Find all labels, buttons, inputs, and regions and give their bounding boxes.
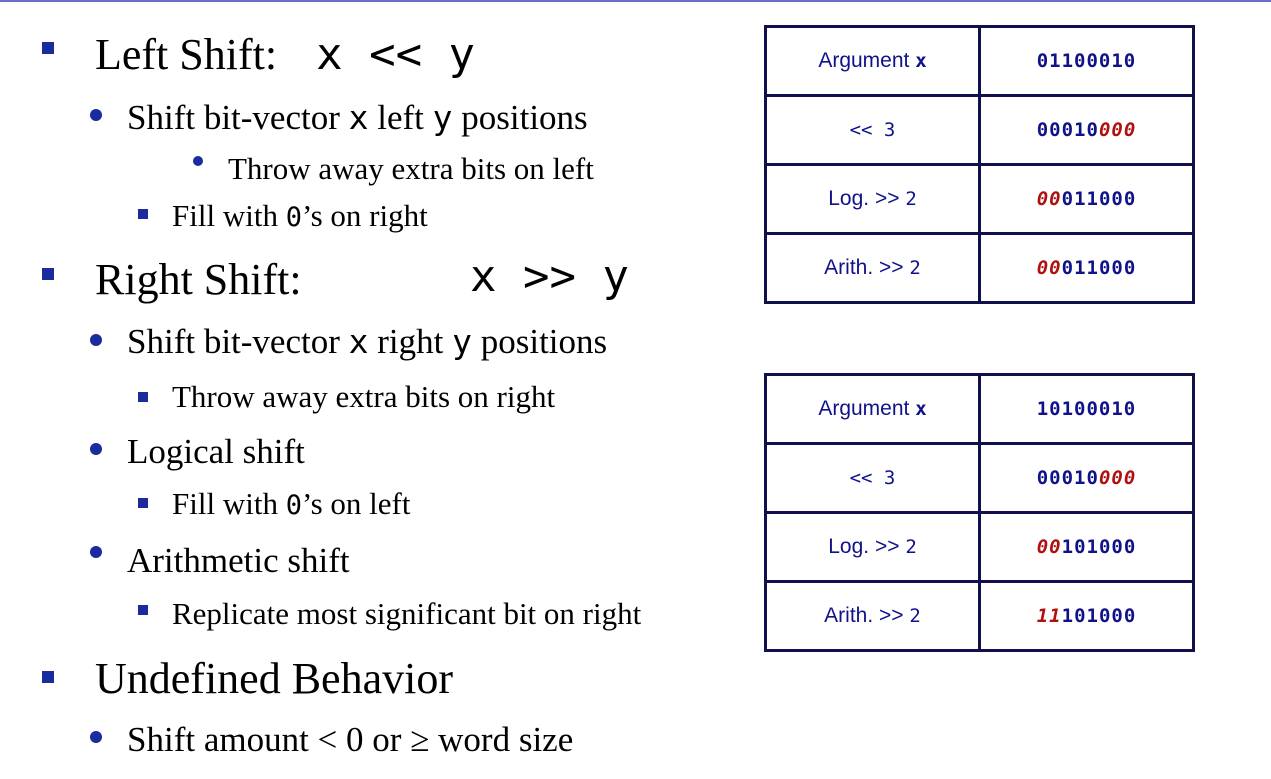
undefined-behavior-description: Shift amount < 0 or ≥ word size [127, 720, 574, 759]
desc-x: x [348, 98, 369, 137]
table-row [766, 96, 1194, 165]
undefined-behavior-label: Undefined Behavior [95, 654, 453, 703]
right-shift-label: Right Shift: [95, 255, 302, 304]
operation-operand: << 3 [849, 119, 896, 141]
bit-value-cell [980, 444, 1194, 513]
desc-text: left [368, 98, 433, 137]
right-shift-expression: x >> y [470, 251, 629, 302]
desc-y: y [452, 322, 472, 361]
bullet-square-icon [138, 605, 148, 615]
operation-label: Arith. >> [824, 256, 910, 279]
operation-operand: 2 [909, 605, 921, 627]
operation-operand: 2 [909, 257, 921, 279]
operation-operand: 2 [905, 536, 917, 558]
operation-operand: << 3 [849, 467, 896, 489]
shift-table-positive [764, 25, 1195, 304]
bits-shifted-in: 00 [1036, 257, 1062, 279]
fill-zero: 0 [285, 202, 302, 233]
bullet-square-icon [138, 209, 148, 219]
operation-cell [766, 234, 980, 303]
bits-shifted-in: 00 [1036, 188, 1062, 210]
table-row [766, 234, 1194, 303]
bits-shifted-in: 11 [1036, 605, 1062, 627]
bullet-square-icon [138, 498, 148, 508]
bit-value-cell [980, 375, 1194, 444]
left-shift-description [127, 100, 588, 135]
fill-text: ’s on left [301, 486, 411, 521]
bullet-dot-icon [90, 731, 102, 743]
bits-original: 00010 [1036, 119, 1099, 141]
bits-original: 00010 [1036, 467, 1099, 489]
operation-cell [766, 165, 980, 234]
operation-label: Log. >> [828, 187, 906, 210]
bullet-dot-icon [90, 109, 102, 121]
left-shift-throw-away: Throw away extra bits on left [228, 151, 594, 186]
bullet-dot-icon [193, 156, 203, 166]
operation-label: Log. >> [828, 535, 906, 558]
logical-shift-label: Logical shift [127, 432, 305, 471]
desc-text: right [368, 322, 453, 361]
operation-cell [766, 582, 980, 651]
desc-text: positions [452, 98, 588, 137]
fill-text: Fill with [172, 198, 286, 233]
bits-shifted-in: 000 [1098, 119, 1137, 141]
table-row [766, 375, 1194, 444]
table-row [766, 27, 1194, 96]
left-shift-heading [95, 29, 476, 80]
bullet-dot-icon [90, 546, 102, 558]
bullet-square-icon [42, 268, 54, 280]
operation-label: Arith. >> [824, 604, 910, 627]
top-rule [0, 0, 1271, 2]
operation-cell [766, 375, 980, 444]
operation-cell [766, 444, 980, 513]
bullet-dot-icon [90, 443, 102, 455]
bits-original: 011000 [1061, 188, 1137, 210]
bullet-dot-icon [90, 334, 102, 346]
right-shift-throw-away: Throw away extra bits on right [172, 379, 556, 414]
bullet-square-icon [42, 42, 54, 54]
bits-original: 10100010 [1036, 398, 1137, 420]
operation-operand: x [915, 398, 927, 420]
operation-cell [766, 27, 980, 96]
arithmetic-shift-label: Arithmetic shift [127, 541, 350, 580]
desc-text: Shift bit-vector [127, 98, 349, 137]
bits-original: 01100010 [1036, 50, 1137, 72]
table-row [766, 444, 1194, 513]
operation-label: Argument [818, 397, 916, 420]
left-shift-expression: x << y [316, 29, 476, 80]
desc-text: Shift bit-vector [127, 322, 349, 361]
table-row [766, 513, 1194, 582]
desc-x: x [348, 322, 369, 361]
right-shift-description [127, 324, 607, 359]
bit-value-cell [980, 234, 1194, 303]
bits-original: 101000 [1061, 536, 1137, 558]
left-shift-fill [172, 200, 428, 231]
operation-label: Argument [818, 49, 916, 72]
operation-operand: 2 [905, 188, 917, 210]
table-row [766, 165, 1194, 234]
arithmetic-shift-replicate: Replicate most significant bit on right [172, 596, 642, 631]
bits-shifted-in: 000 [1098, 467, 1137, 489]
fill-zero: 0 [285, 490, 302, 521]
logical-shift-fill [172, 488, 410, 519]
fill-text: ’s on right [301, 198, 428, 233]
table-row [766, 582, 1194, 651]
operation-operand: x [915, 50, 927, 72]
bits-shifted-in: 00 [1036, 536, 1062, 558]
bit-value-cell [980, 96, 1194, 165]
bullet-square-icon [138, 392, 148, 402]
bits-original: 011000 [1061, 257, 1137, 279]
operation-cell [766, 96, 980, 165]
fill-text: Fill with [172, 486, 286, 521]
operation-cell [766, 513, 980, 582]
bits-original: 101000 [1061, 605, 1137, 627]
bit-value-cell [980, 165, 1194, 234]
bullet-square-icon [42, 671, 54, 683]
left-shift-label: Left Shift: [95, 30, 278, 79]
bit-value-cell [980, 27, 1194, 96]
desc-y: y [432, 98, 453, 137]
desc-text: positions [471, 322, 608, 361]
bit-value-cell [980, 582, 1194, 651]
bit-value-cell [980, 513, 1194, 582]
shift-table-negative [764, 373, 1195, 652]
